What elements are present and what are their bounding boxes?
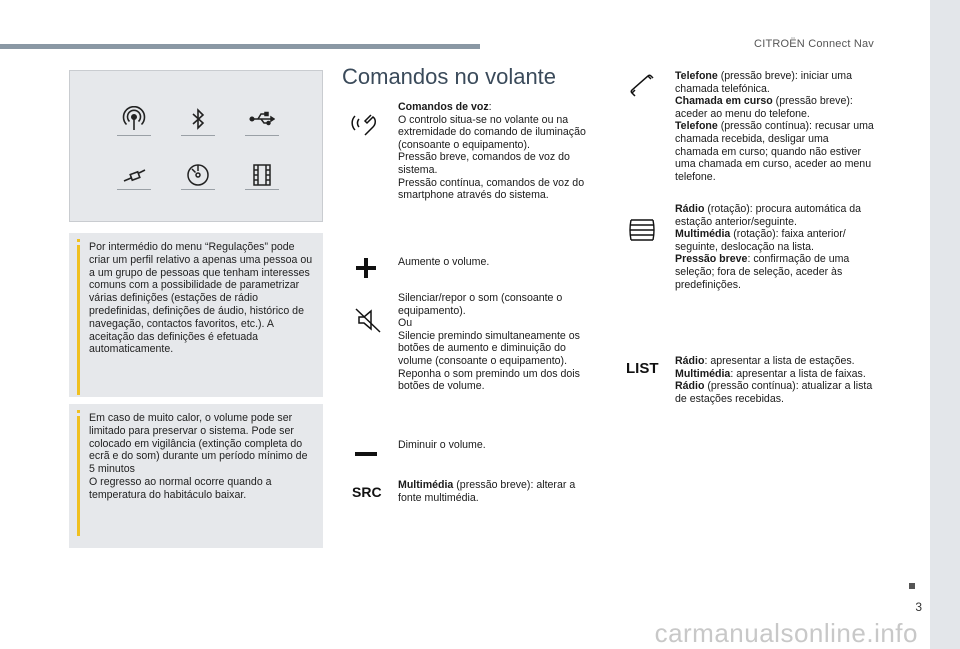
thumbwheel-icon (624, 212, 660, 248)
info-bar (77, 245, 80, 395)
list-description: Rádio: apresentar a lista de estações. Multimédia: apresentar a lista de faixas. Rádio (pressão contínua): atualizar a lista de estações recebidas. (675, 355, 873, 405)
info-note-temperature (69, 404, 323, 548)
thumbwheel-description: Rádio (rotação): procura automática da estação anterior/seguinte. Multimédia (rotação): faixa anterior/ seguinte, deslocação na lista. Pressão breve: confirmação de uma seleção; fora de seleção, aceder às predefinições. (675, 203, 862, 291)
brand-title: CITROËN Connect Nav (754, 38, 874, 50)
bluetooth-icon (178, 99, 218, 139)
minus-icon (348, 436, 384, 472)
mute-description: Silenciar/repor o som (consoante o equipamento). Ou Silencie premindo simultaneamente os botões de aumento e diminuição do volume (consoante o equipamento). Reponha o som premindo um dos dois botões de volume. (398, 292, 580, 393)
icon-underline (117, 189, 151, 190)
icon-underline (181, 135, 215, 136)
note-text: Em caso de muito calor, o volume pode ser limitado para preservar o sistema. Pode ser colocado em vigilância (extinção completa do ecrã e do som) durante um período mínimo de 5 minutos O regresso ao normal ocorre quando a temperatura do habitáculo baixar. (89, 412, 308, 501)
note-text: Por intermédio do menu “Regulações” pode criar um perfil relativo a apenas uma pessoa ou a um grupo de pessoas que tenham interesses comuns com a possibilidade de parametrizar várias definições (estações de rádio predefinidas, definições de áudio, histórico de navegação, contactos favoritos, etc.). A aceitação das definições é efetuada automaticamente. (89, 241, 313, 356)
icon-underline (245, 189, 279, 190)
voice-command-icon (348, 106, 384, 142)
watermark: carmanualsonline.info (654, 618, 918, 648)
phone-icon (624, 68, 660, 104)
src-label: SRC (352, 484, 382, 500)
voice-command-description: Comandos de voz: O controlo situa-se no volante ou na extremidade do comando de iluminação (consoante o equipamento). Pressão breve, comandos de voz do sistema. Pressão contínua, comandos de voz do smartphone através do sistema. (398, 101, 586, 202)
icon-underline (245, 135, 279, 136)
volume-up-description: Aumente o volume. (398, 256, 490, 268)
phone-description: Telefone (pressão breve): iniciar uma chamada telefónica. Chamada em curso (pressão breve): aceder ao menu do telefone. Telefone (pressão contínua): recusar uma chamada recebida, desligar uma chamada em curso; quando não estiver uma chamada em curso, aceder ao menu telefone. (675, 70, 874, 183)
page-side-strip (930, 0, 960, 649)
plus-icon (348, 250, 384, 286)
page-title: Comandos no volante (342, 64, 557, 89)
icon-underline (117, 135, 151, 136)
volume-down-description: Diminuir o volume. (398, 439, 486, 451)
icon-underline (181, 189, 215, 190)
page-number: 3 (915, 600, 922, 614)
list-label: LIST (626, 360, 659, 377)
info-icon (77, 239, 80, 242)
info-icon (77, 410, 80, 413)
radio-waves-icon (114, 99, 154, 139)
end-of-page-marker (909, 583, 915, 589)
usb-icon (242, 99, 282, 139)
mute-icon (350, 302, 386, 338)
src-description: Multimédia (pressão breve): alterar a fonte multimédia. (398, 479, 576, 504)
source-icons-panel (69, 70, 323, 222)
info-bar (77, 416, 80, 536)
info-note-profiles (69, 233, 323, 397)
header-rule (0, 44, 480, 49)
